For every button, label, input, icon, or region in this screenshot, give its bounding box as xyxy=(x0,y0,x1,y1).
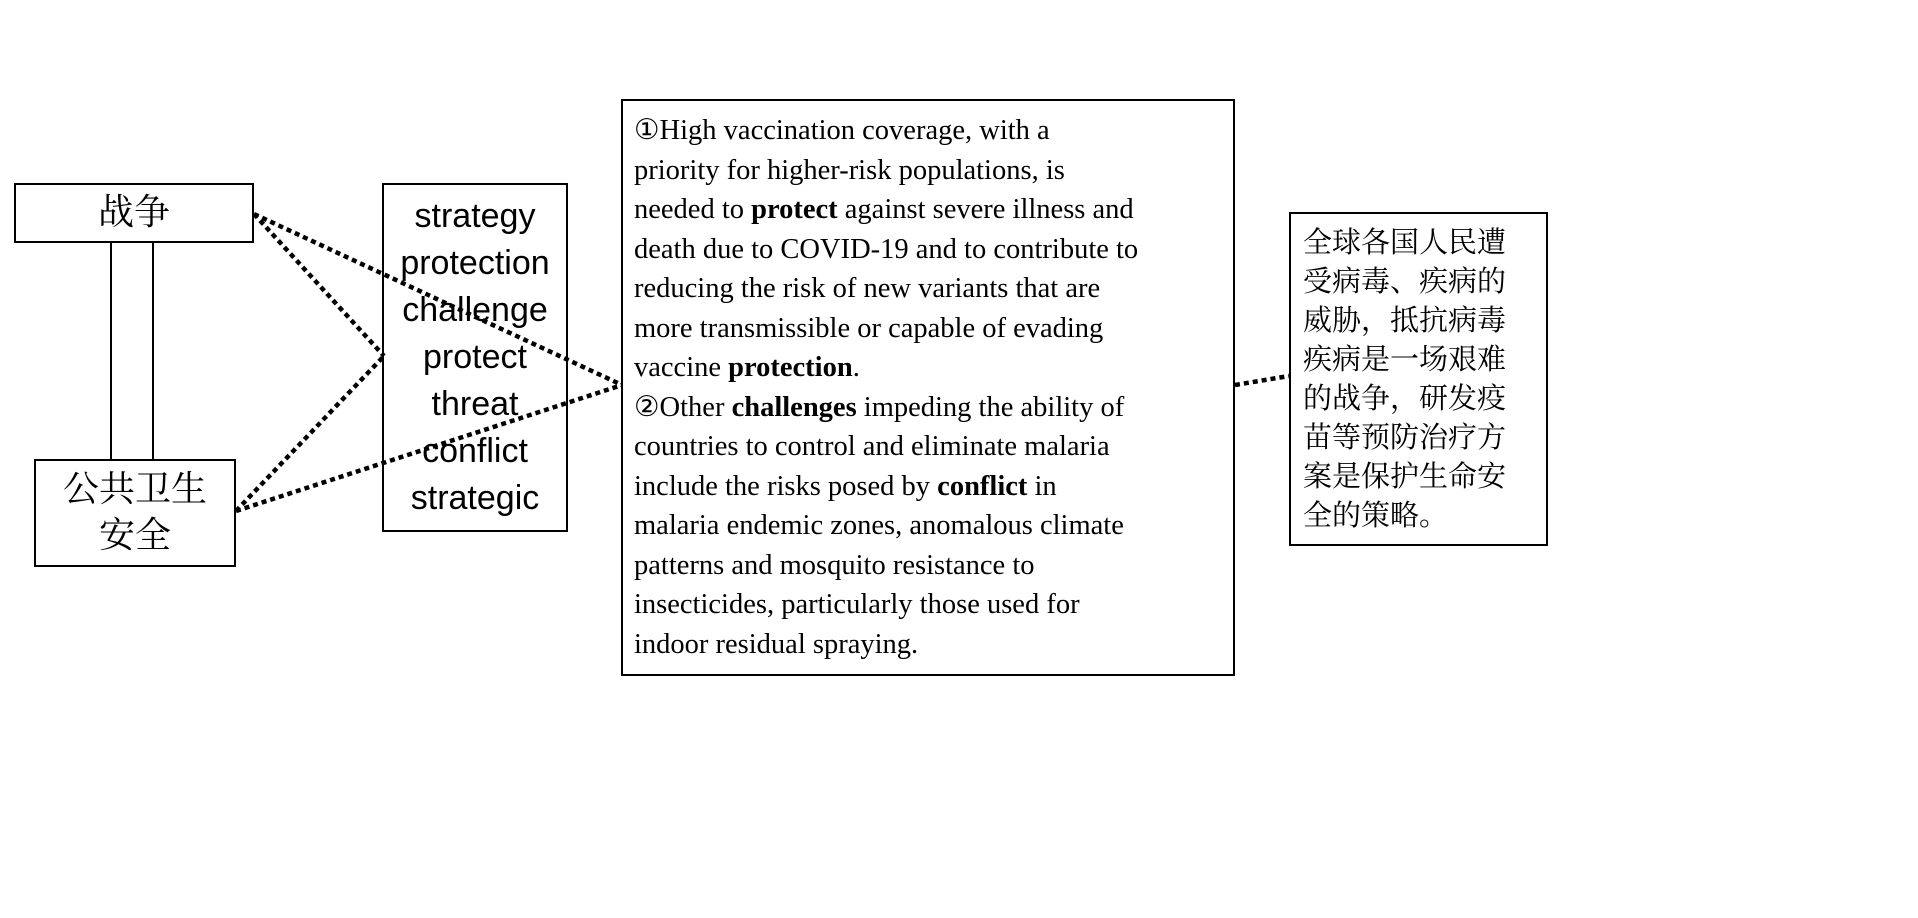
highlighted-keyword: protection xyxy=(728,352,853,383)
example-text: indoor residual spraying. xyxy=(634,628,919,660)
summary-line: 威胁，抵抗病毒 xyxy=(1303,303,1507,337)
example-text: malaria endemic zones, anomalous climate xyxy=(634,510,1124,541)
example-paragraph-1 xyxy=(634,111,1225,388)
example-text: in xyxy=(1027,470,1057,502)
example-text: ②Other xyxy=(634,391,732,423)
example-text: include the risks posed by xyxy=(634,470,938,502)
chinese-summary-box xyxy=(1289,212,1548,546)
summary-line: 案是保护生命安 xyxy=(1303,459,1507,493)
example-paragraph-2 xyxy=(634,388,1225,665)
summary-line: 全球各国人民遭 xyxy=(1303,225,1507,259)
example-text: more transmissible or capable of evading xyxy=(634,312,1104,344)
keyword-list-box xyxy=(382,183,568,532)
keyword-item: strategy xyxy=(414,197,536,235)
keyword-item: strategic xyxy=(410,479,540,517)
dotted-link-examples-to-summary xyxy=(1235,376,1289,385)
public-health-security-line-1: 公共卫生 xyxy=(62,469,207,510)
summary-line: 疾病是一场艰难 xyxy=(1303,342,1507,376)
example-text: needed to xyxy=(634,194,752,225)
example-sentences-box xyxy=(621,99,1235,676)
keyword-item: conflict xyxy=(422,432,528,470)
keyword-item: protect xyxy=(423,338,527,376)
example-text: death due to COVID-19 and to contribute to xyxy=(634,233,1139,265)
example-text: patterns and mosquito resistance to xyxy=(634,549,1035,581)
example-text: . xyxy=(852,352,860,383)
highlighted-keyword: conflict xyxy=(937,470,1028,502)
example-text: vaccine xyxy=(634,352,729,383)
war-term-box xyxy=(14,183,254,243)
highlighted-keyword: challenges xyxy=(731,391,857,423)
keyword-item: threat xyxy=(431,385,519,423)
example-text: ①High vaccination coverage, with a xyxy=(634,115,1050,146)
highlighted-keyword: protect xyxy=(751,194,838,225)
example-text: priority for higher-risk populations, is xyxy=(634,154,1065,186)
summary-line: 全的策略。 xyxy=(1303,498,1449,532)
public-health-security-line-2: 安全 xyxy=(98,515,171,556)
keyword-item: challenge xyxy=(402,291,548,329)
keyword-item: protection xyxy=(400,244,550,282)
summary-line: 苗等预防治疗方 xyxy=(1303,420,1507,454)
public-health-security-box xyxy=(34,459,236,567)
example-text: countries to control and eliminate malaria xyxy=(634,431,1110,462)
example-text: reducing the risk of new variants that are xyxy=(634,273,1101,304)
dotted-link-war-to-keywords xyxy=(254,214,384,356)
war-term: 战争 xyxy=(97,192,170,233)
double-link xyxy=(111,243,153,459)
summary-line: 受病毒、疾病的 xyxy=(1303,264,1507,298)
example-text: impeding the ability of xyxy=(856,391,1125,423)
summary-line: 的战争，研发疫 xyxy=(1303,381,1507,415)
dotted-link-health-to-keywords xyxy=(236,356,384,511)
example-text: against severe illness and xyxy=(837,194,1134,225)
example-text: insecticides, particularly those used for xyxy=(634,589,1080,620)
